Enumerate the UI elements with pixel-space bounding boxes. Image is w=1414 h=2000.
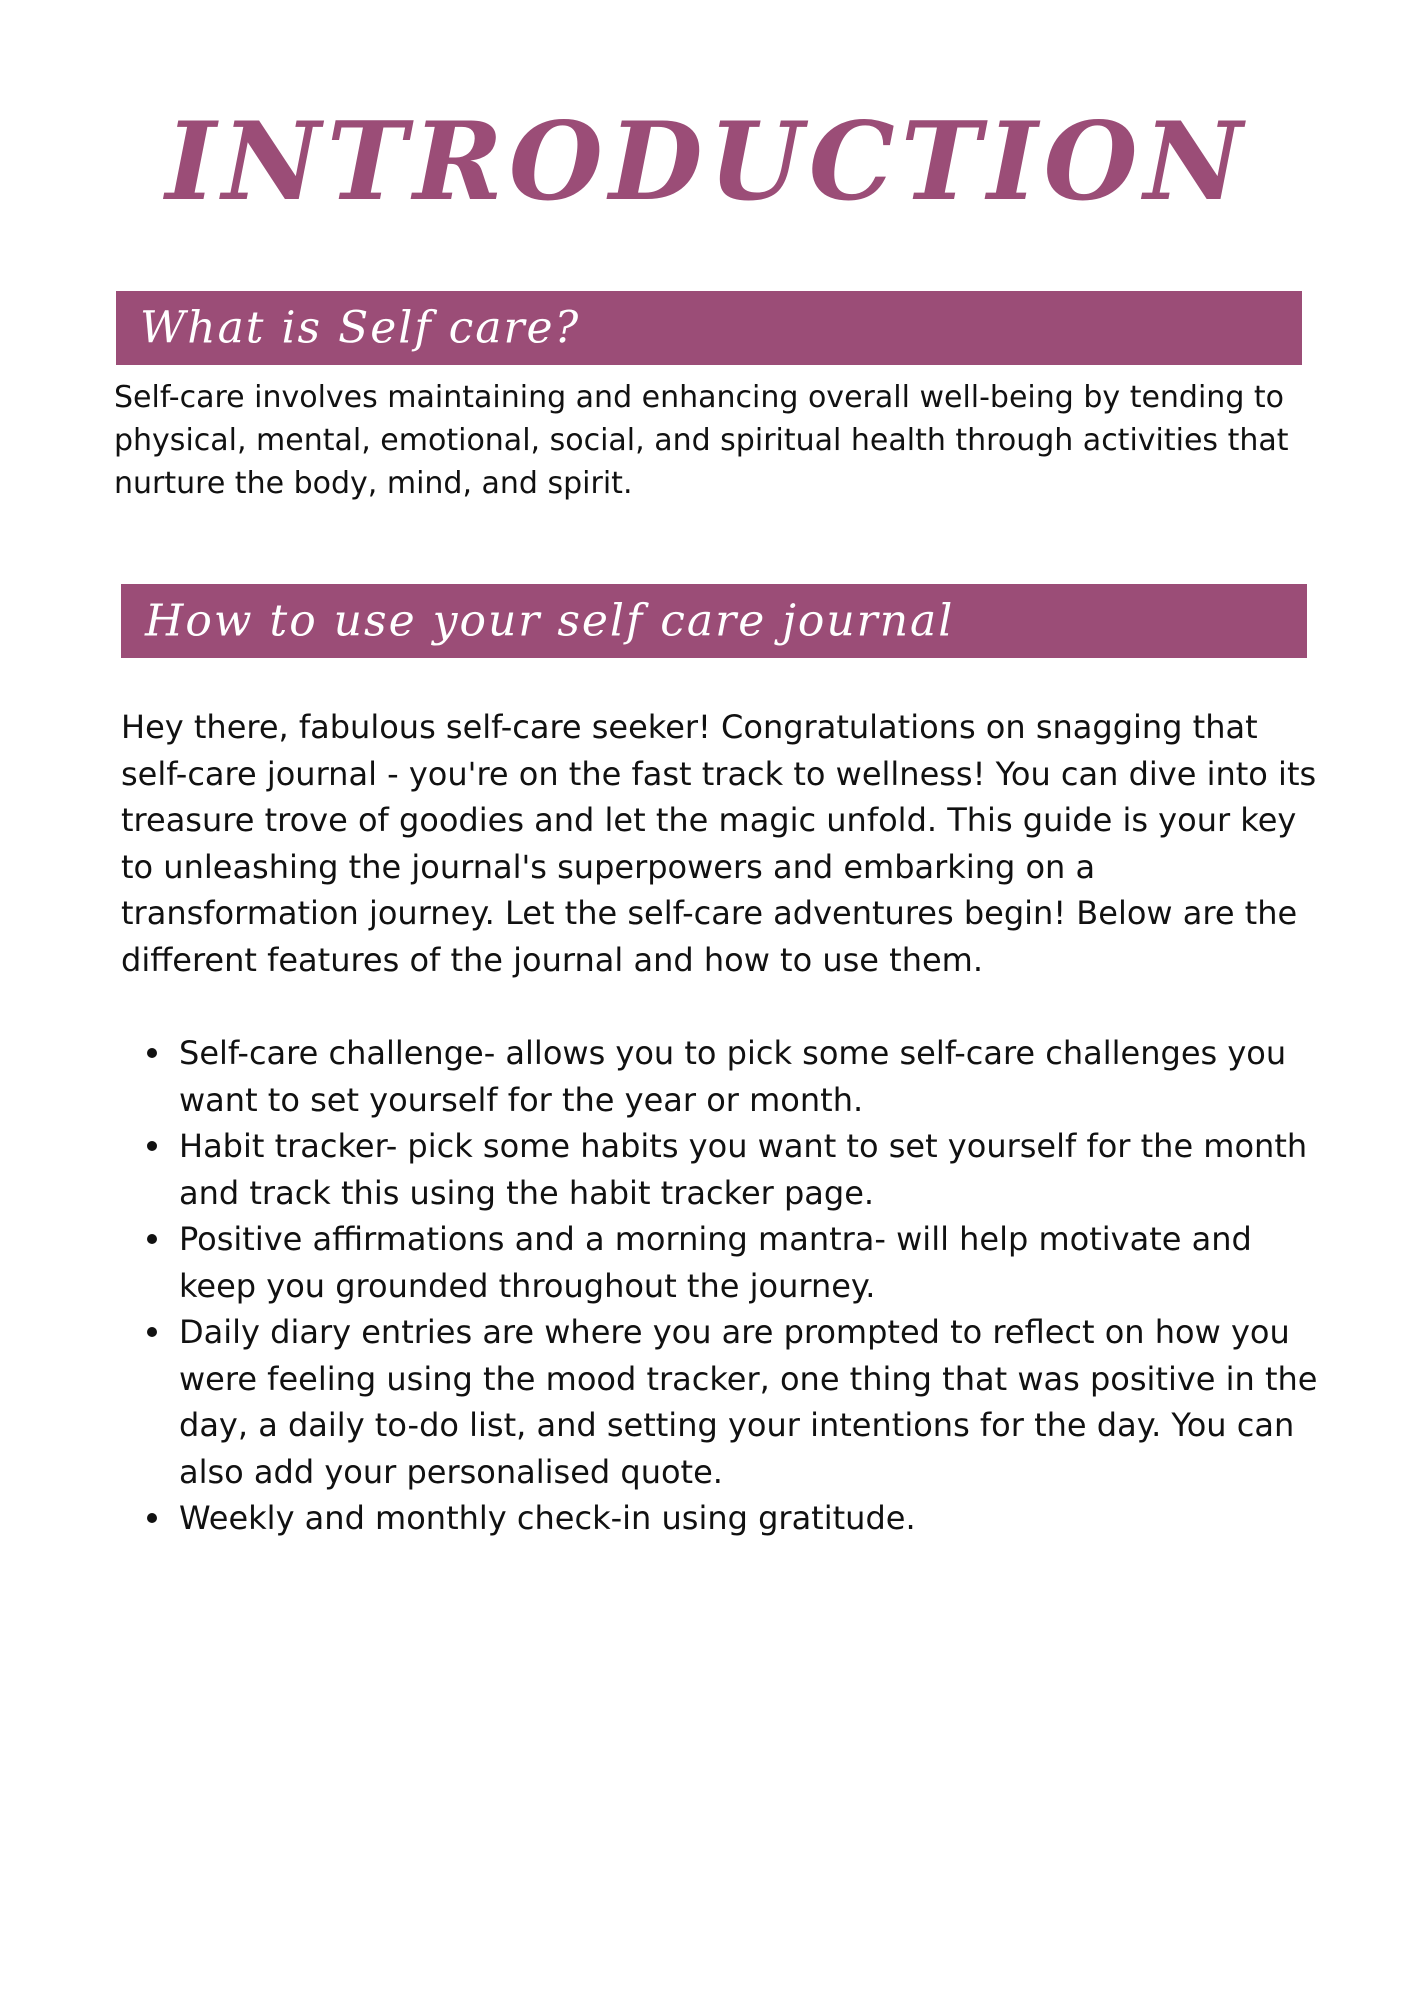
- list-item: [121, 1495, 1321, 1542]
- list-item-text: Habit tracker- pick some habits you want to set yourself for the month and track this using the habit tracker page.: [179, 1127, 1308, 1212]
- section-heading: What is Self care?: [140, 302, 581, 354]
- list-item-text: Weekly and monthly check-in using gratitude.: [179, 1499, 916, 1537]
- list-item: [121, 1216, 1321, 1309]
- self-care-definition: Self-care involves maintaining and enhancing overall well-being by tending to physical, mental, emotional, social, and spiritual health through activities that nurture the body, mind, and spirit.: [114, 380, 1289, 501]
- list-item-text: Daily diary entries are where you are prompted to reflect on how you were feeling using the mood tracker, one thing that was positive in the day, a daily to-do list, and setting your intentions for the day. You can also add your personalised quote.: [179, 1313, 1318, 1491]
- section-banner-what-is-self-care: [116, 291, 1302, 365]
- section-heading: How to use your self care journal: [145, 595, 955, 647]
- list-item-text: Positive affirmations and a morning mantra- will help motivate and keep you grounded throughout the journey.: [179, 1220, 1252, 1305]
- list-item-text: Self-care challenge- allows you to pick some self-care challenges you want to set yourself for the year or month.: [179, 1034, 1287, 1119]
- bullet-icon: [147, 1048, 157, 1058]
- list-item: [121, 1030, 1321, 1123]
- section-banner-how-to-use: [121, 584, 1307, 658]
- intro-paragraph: Hey there, fabulous self-care seeker! Congratulations on snagging that self-care journal - you're on the fast track to wellness! You can dive into its treasure trove of goodies and let the magic unfold. This guide is your key to unleashing the journal's superpowers and embarking on a transformation journey. Let the self-care adventures begin! Below are the different features of the journal and how to use them.: [121, 708, 1317, 979]
- list-item: [121, 1123, 1321, 1216]
- features-list: [121, 1030, 1321, 1542]
- bullet-icon: [147, 1513, 157, 1523]
- bullet-icon: [147, 1327, 157, 1337]
- bullet-icon: [147, 1234, 157, 1244]
- bullet-icon: [147, 1141, 157, 1151]
- list-item: [121, 1309, 1321, 1495]
- page-title: INTRODUCTION: [165, 99, 1249, 225]
